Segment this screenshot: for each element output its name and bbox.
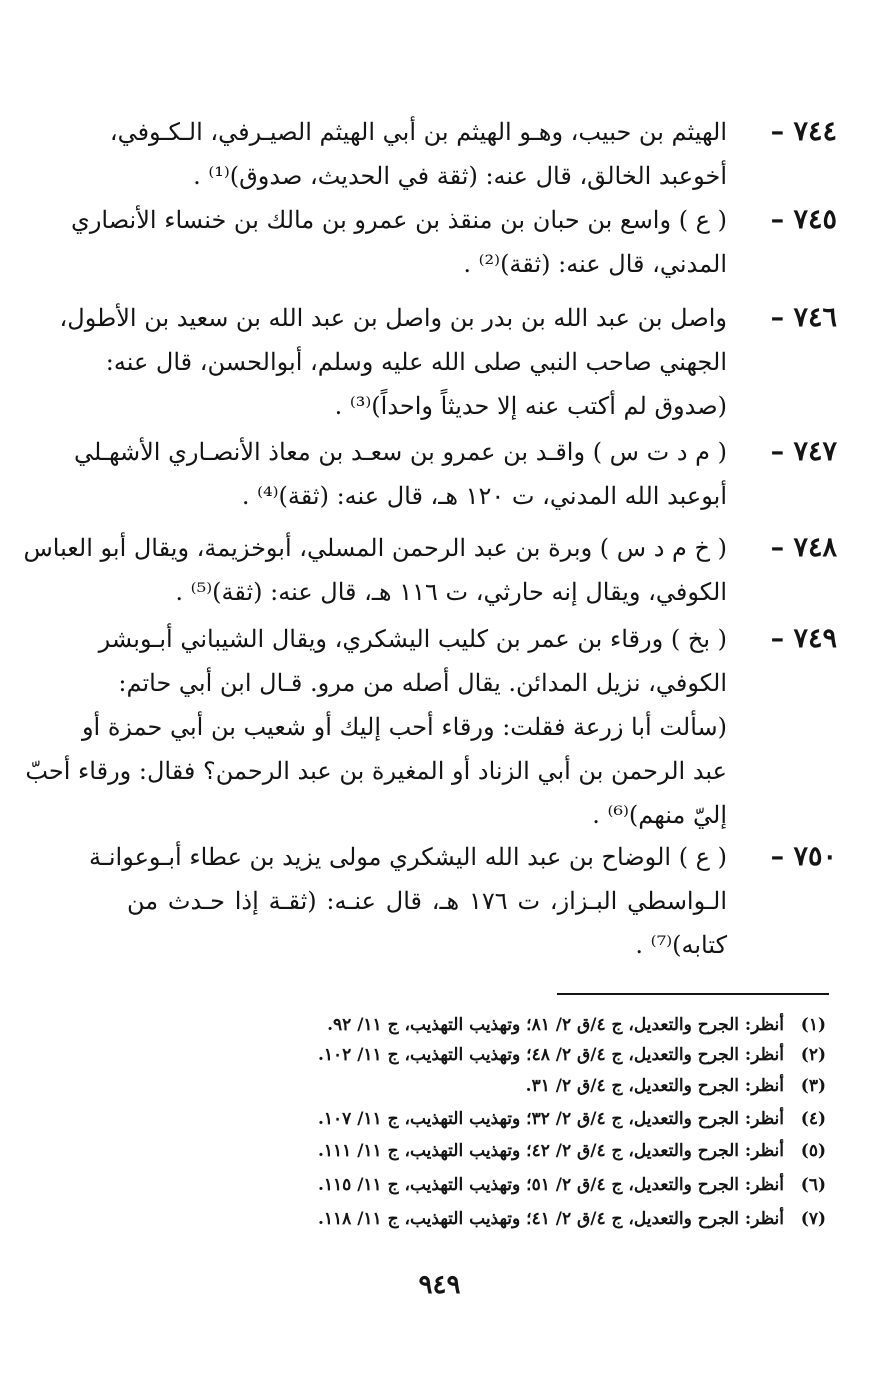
- entry-number: ٧٤٧ –: [770, 436, 837, 467]
- footnote-divider: [557, 993, 829, 995]
- footnote-3: [186, 1071, 826, 1101]
- footnote-mark: (٤): [800, 1109, 826, 1129]
- entry-747: [73, 430, 837, 518]
- entry-749: [25, 617, 837, 837]
- entry-number: ٧٤٦ –: [770, 302, 837, 333]
- footnote-7: [186, 1204, 826, 1234]
- entry-line: المدني، قال عنه: (ثقة)⁽²⁾ .: [463, 250, 727, 278]
- footnote-mark: (٥): [800, 1141, 826, 1161]
- entry-line: ( ع ) الوضاح بن عبد الله اليشكري مولى يزيد بن عطاء أبـوعوانـة: [88, 843, 727, 871]
- entry-text: [71, 198, 727, 286]
- footnote-text: أنظر: الجرح والتعديل، ج ٤/ق ٢/ ٤١؛ وتهذيب التهذيب، ج ١١/ ١١٨.: [317, 1209, 784, 1229]
- entry-number: ٧٤٥ –: [770, 204, 837, 235]
- footnote-text: أنظر: الجرح والتعديل، ج ٤/ق ٢/ ٤٨؛ وتهذيب التهذيب، ج ١١/ ١٠٢.: [317, 1045, 784, 1065]
- entry-line: كتابه)⁽⁷⁾ .: [635, 931, 727, 959]
- entry-750: [88, 835, 837, 967]
- entry-line: ( ع ) واسع بن حبان بن منقذ بن عمرو بن مالك بن خنساء الأنصاري: [71, 206, 727, 234]
- footnote-text: أنظر: الجرح والتعديل، ج ٤/ق ٢/ ٣٢؛ وتهذيب التهذيب، ج ١١/ ١٠٧.: [317, 1109, 784, 1129]
- footnote-2: [186, 1040, 826, 1070]
- entry-line: أخوعبد الخالق، قال عنه: (ثقة في الحديث، صدوق)⁽¹⁾ .: [193, 162, 727, 190]
- entry-line: الجهني صاحب النبي صلى الله عليه وسلم، أبوالحسن، قال عنه:: [105, 348, 727, 376]
- entry-number: ٧٥٠ –: [770, 841, 837, 872]
- entry-text: [109, 110, 727, 198]
- entry-line: ( م د ت س ) واقـد بن عمرو بن سعـد بن معاذ الأنصـاري الأشهـلي: [73, 438, 727, 466]
- entry-line: ( خ م د س ) وبرة بن عبد الرحمن المسلي، أبوخزيمة، ويقال أبو العباس: [23, 534, 727, 562]
- footnote-mark: (٢): [800, 1045, 826, 1065]
- entry-line: أبوعبد الله المدني، ت ١٢٠ هـ، قال عنه: (ثقة)⁽⁴⁾ .: [241, 482, 727, 510]
- entry-number: ٧٤٨ –: [770, 532, 837, 563]
- page-number: ٩٤٩: [418, 1270, 461, 1300]
- entry-line: (سألت أبا زرعة فقلت: ورقاء أحب إليك أو شعيب بن أبي حمزة أو: [81, 713, 727, 741]
- entry-line: إليّ منهم)⁽⁶⁾ .: [592, 801, 727, 829]
- entry-text: [88, 835, 727, 967]
- entry-line: الكوفي، ويقال إنه حارثي، ت ١١٦ هـ، قال عنه: (ثقة)⁽⁵⁾ .: [175, 578, 727, 606]
- entry-line: الهيثم بن حبيب، وهـو الهيثم بن أبي الهيثم الصيـرفي، الـكـوفي،: [109, 118, 727, 146]
- entry-line: الـواسطي البـزاز، ت ١٧٦ هـ، قال عنـه: (ثقـة إذا حـدث من: [127, 887, 727, 915]
- entry-line: واصل بن عبد الله بن بدر بن واصل بن عبد الله بن سعيد بن الأطول،: [59, 304, 727, 332]
- entry-line: ( بخ ) ورقاء بن عمر بن كليب اليشكري، ويقال الشيباني أبـوبشر: [98, 625, 727, 653]
- entry-line: عبد الرحمن بن أبي الزناد أو المغيرة بن عبد الرحمن؟ فقال: ورقاء أحبّ: [25, 757, 727, 785]
- footnote-text: أنظر: الجرح والتعديل، ج ٤/ق ٢/ ٨١؛ وتهذيب التهذيب، ج ١١/ ٩٢.: [327, 1015, 784, 1035]
- entry-744: [109, 110, 837, 198]
- entry-text: [23, 526, 727, 614]
- footnote-mark: (١): [800, 1015, 826, 1035]
- entry-text: [25, 617, 727, 837]
- entry-748: [23, 526, 837, 614]
- entry-746: [59, 296, 837, 428]
- entry-text: [73, 430, 727, 518]
- entry-line: (صدوق لم أكتب عنه إلا حديثاً واحداً)⁽³⁾ .: [334, 392, 727, 420]
- footnote-mark: (٧): [800, 1209, 826, 1229]
- footnote-mark: (٦): [800, 1175, 826, 1195]
- footnote-6: [186, 1170, 826, 1200]
- entry-745: [71, 198, 837, 286]
- footnote-1: [186, 1010, 826, 1040]
- footnote-5: [186, 1136, 826, 1166]
- footnote-text: أنظر: الجرح والتعديل، ج ٤/ق ٢/ ٤٢؛ وتهذيب التهذيب، ج ١١/ ١١١.: [317, 1141, 784, 1161]
- entry-text: [59, 296, 727, 428]
- footnote-text: أنظر: الجرح والتعديل، ج ٤/ق ٢/ ٣١.: [525, 1076, 784, 1096]
- footnote-mark: (٣): [800, 1076, 826, 1096]
- entry-line: الكوفي، نزيل المدائن. يقال أصله من مرو. قـال ابن أبي حاتم:: [118, 669, 727, 697]
- entry-number: ٧٤٤ –: [770, 116, 837, 147]
- entry-number: ٧٤٩ –: [770, 623, 837, 654]
- footnote-text: أنظر: الجرح والتعديل، ج ٤/ق ٢/ ٥١؛ وتهذيب التهذيب، ج ١١/ ١١٥.: [317, 1175, 784, 1195]
- footnote-4: [186, 1104, 826, 1134]
